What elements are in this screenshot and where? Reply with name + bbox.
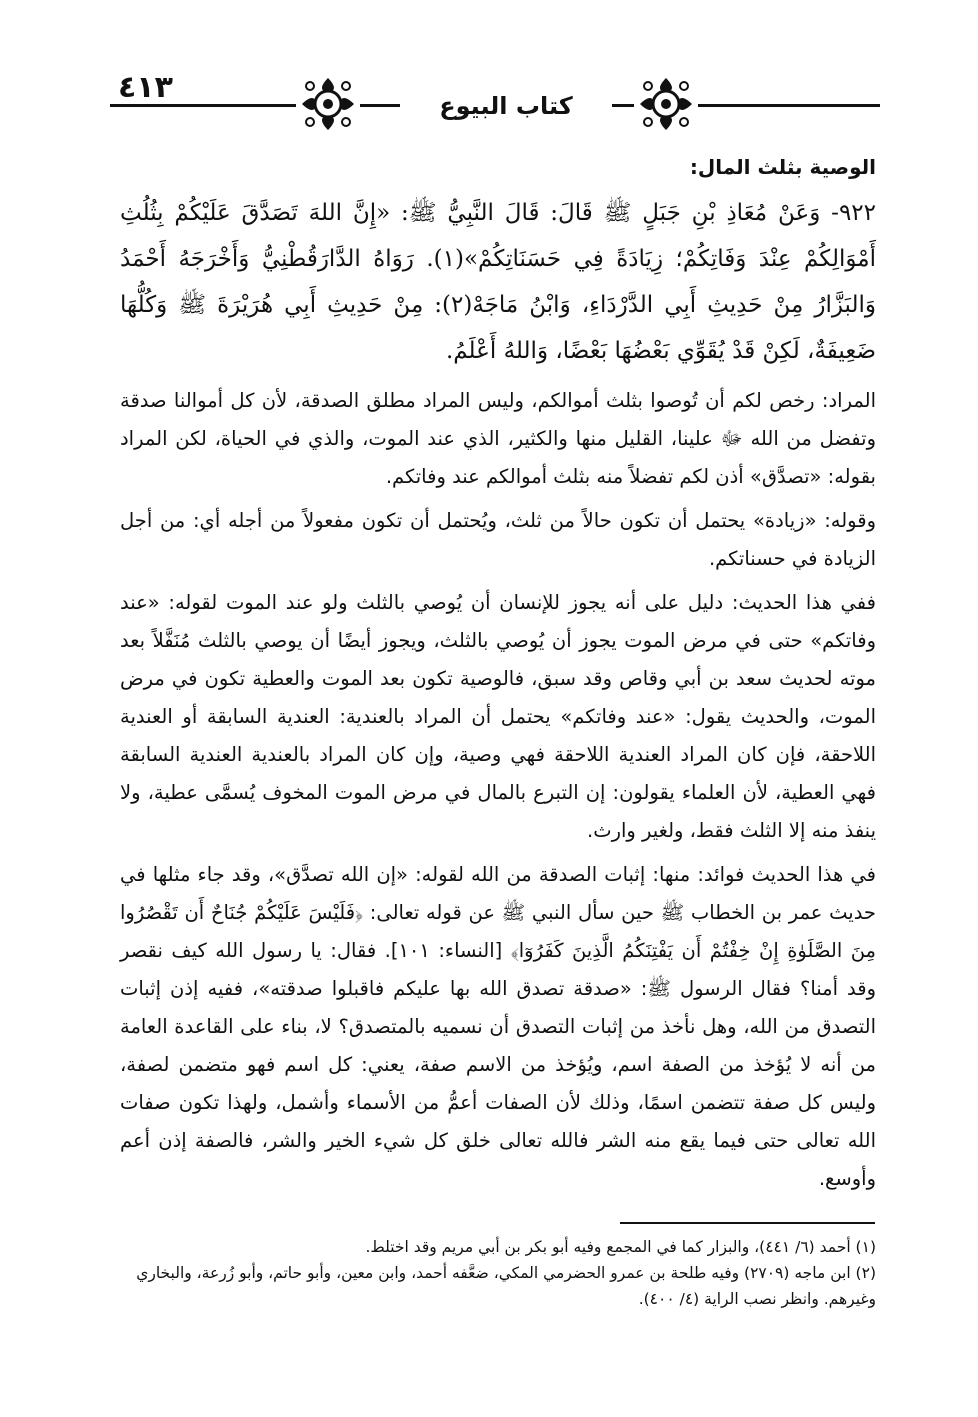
ornament-right-icon: [634, 72, 698, 136]
footnotes: [130, 1234, 876, 1312]
section-title: الوصية بثلث المال:: [689, 155, 876, 179]
footnote-2: (٢) ابن ماجه (٢٧٠٩) وفيه طلحة بن عمرو الحضرمي المكي، ضعَّفه أحمد، وابن معين، وأبو حاتم، وأبو زُرعة، والبخاري وغيرهم. وانظر نصب الراية (٤/ ٤٠٠).: [136, 1264, 876, 1308]
commentary-paragraph: ففي هذا الحديث: دليل على أنه يجوز للإنسان أن يُوصي بالثلث ولو عند الموت لقوله: «عند وفاتكم» حتى في مرض الموت يجوز أن يُوصي بالثلث، ويجوز أيضًا أن يوصي بالثلث مُنَفَّلاً بعد موته لحديث سعد بن أبي وقاص وقد سبق، فالوصية تكون بعد الموت والعطية تكون في مرض الموت، والحديث يقول: «عند وفاتكم» يحتمل أن المراد بالعندية: العندية السابقة أو العندية اللاحقة، فإن كان المراد العندية اللاحقة فهي وصية، وإن كان المراد بالعندية العندية السابقة فهي العطية، لأن العلماء يقولون: إن التبرع بالمال في مرض الموت المخوف يُسمَّى عطية، ولا ينفذ منه إلا الثلث فقط، ولغير وارث.: [120, 591, 876, 842]
commentary-paragraph: وقوله: «زيادة» يحتمل أن تكون حالاً من ثلث، ويُحتمل أن تكون مفعولاً من أجله أي: من أجل الزيادة في حسناتكم.: [120, 509, 876, 570]
book-title: كتاب البيوع: [400, 92, 612, 120]
commentary-paragraph: في هذا الحديث فوائد: منها: إثبات الصدقة من الله لقوله: «إن الله تصدَّق»، وقد جاء مثلها في حديث عمر بن الخطاب ﷺ حين سأل النبي ﷺ عن قوله تعالى: ﴿فَلَيْسَ عَلَيْكُمْ جُنَاحٌ أَن تَقْصُرُوا مِنَ الصَّلَوٰةِ إِنْ خِفْتُمْ أَن يَفْتِنَكُمُ الَّذِينَ كَفَرُوٓا﴾ [النساء: ١٠١]. فقال: يا رسول الله كيف نقصر وقد أمنا؟ فقال الرسول ﷺ: «صدقة تصدق الله بها عليكم فاقبلوا صدقته»، ففيه إذن إثبات التصدق من الله، وهل نأخذ من إثبات التصدق أن نسميه بالمتصدق؟ لا، بناء على القاعدة العامة من أنه لا يُؤخذ من الصفة اسم، ويُؤخذ من الاسم صفة، يعني: كل اسم فهو متضمن لصفة، وليس كل صفة تتضمن اسمًا، وذلك لأن الصفات أعمُّ من الأسماء وأشمل، ولهذا تكون صفات الله تعالى حتى فيما يقع منه الشر فالله تعالى خلق كل شيء الخير والشر، فالصفة إذن أعم وأوسع.: [120, 863, 876, 1190]
footnote-divider: [620, 1222, 875, 1224]
page-number: ٤١٣: [118, 70, 173, 105]
page-header: [110, 70, 880, 140]
ornament-left-icon: [296, 72, 360, 136]
hadith-text: ٩٢٢- وَعَنْ مُعَاذِ بْنِ جَبَلٍ ﷺ قَالَ: قَالَ النَّبِيُّ ﷺ: «إِنَّ اللهَ تَصَدَّقَ عَلَيْكُمْ بِثُلُثِ أَمْوَالِكُمْ عِنْدَ وَفَاتِكُمْ؛ زِيَادَةً فِي حَسَنَاتِكُمْ»(١). رَوَاهُ الدَّارَقُطْنِيُّ وَأَخْرَجَهُ أَحْمَدُ وَالبَزَّارُ مِنْ حَدِيثِ أَبِي الدَّرْدَاءِ، وَابْنُ مَاجَهْ(٢): مِنْ حَدِيثِ أَبِي هُرَيْرَةَ ﷺ وَكُلُّهَا ضَعِيفَةٌ، لَكِنْ قَدْ يُقَوِّي بَعْضُهَا بَعْضًا، وَاللهُ أَعْلَمُ.: [120, 200, 876, 364]
commentary-paragraph: المراد: رخص لكم أن تُوصوا بثلث أموالكم، وليس المراد مطلق الصدقة، لأن كل أموالنا صدقة وتفضل من الله ﷻ علينا، القليل منها والكثير، الذي عند الموت، والذي في الحياة، لكن المراد بقوله: «تصدَّق» أذن لكم تفضلاً منه بثلث أموالكم عند وفاتكم.: [120, 389, 876, 488]
footnote-1: (١) أحمد (٦/ ٤٤١)، والبزار كما في المجمع وفيه أبو بكر بن أبي مريم وقد اختلط.: [365, 1238, 876, 1256]
page-content: [120, 152, 876, 1204]
